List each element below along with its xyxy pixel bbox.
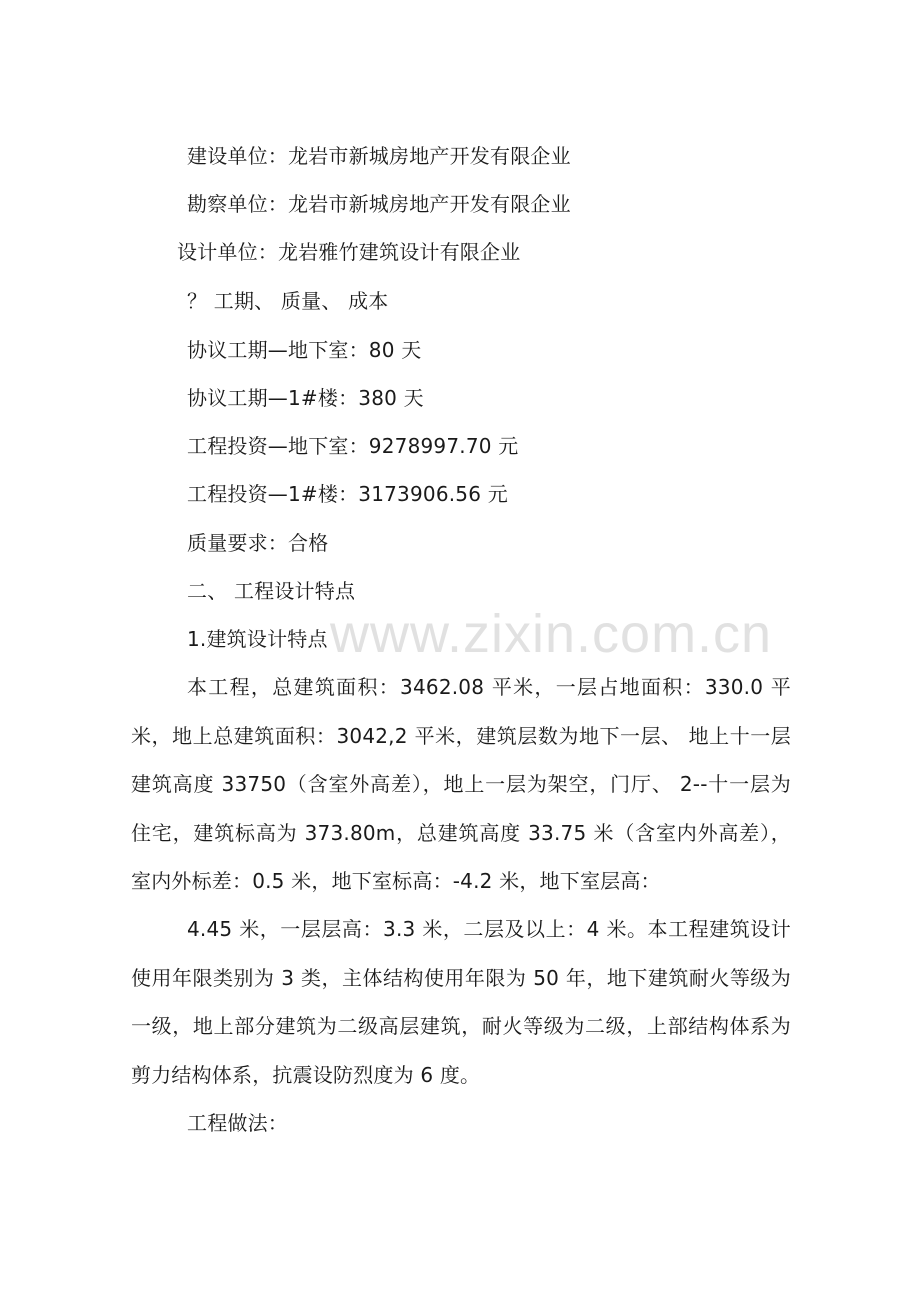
construction-unit-line: 建设单位：龙岩市新城房地产开发有限企业 <box>187 144 571 168</box>
subsection-heading-architecture: 1.建筑设计特点 <box>187 627 328 651</box>
investment-basement-line: 工程投资—地下室：9278997.70 元 <box>187 434 519 458</box>
construction-method-line: 工程做法： <box>187 1111 288 1135</box>
contract-period-basement-line: 协议工期—地下室：80 天 <box>187 338 422 362</box>
contract-period-building1-line: 协议工期—1#楼：380 天 <box>187 386 424 410</box>
architecture-paragraph-1: 本工程，总建筑面积：3462.08 平米，一层占地面积：330.0 平米，地上总建筑面积：3042,2 平米，建筑层数为地下一层、 地上十一层建筑高度 33750（含室外高差），地上一层为架空，门厅、 2--十一层为住宅，建筑标高为 373.80m，总建筑高度 33.75 米（含室内外高差），室内外标差：0.5 米，地下室标高：-4.2 米，地下室层高： <box>131 675 791 893</box>
design-unit-line: 设计单位：龙岩雅竹建筑设计有限企业 <box>177 240 521 264</box>
architecture-paragraph-2: 4.45 米，一层层高：3.3 米，二层及以上：4 米。本工程建筑设计使用年限类别为 3 类，主体结构使用年限为 50 年，地下建筑耐火等级为一级，地上部分建筑为二级高层建筑，耐火等级为二级，上部结构体系为剪力结构体系，抗震设防烈度为 6 度。 <box>131 917 791 1087</box>
quality-requirement-line: 质量要求：合格 <box>187 531 329 555</box>
survey-unit-line: 勘察单位：龙岩市新城房地产开发有限企业 <box>187 192 571 216</box>
watermark: www.zixin.com.cn <box>330 604 773 664</box>
section-heading-schedule-quality-cost: ？ 工期、 质量、 成本 <box>187 289 389 313</box>
investment-building1-line: 工程投资—1#楼：3173906.56 元 <box>187 482 508 506</box>
section-heading-design-features: 二、 工程设计特点 <box>187 579 356 603</box>
